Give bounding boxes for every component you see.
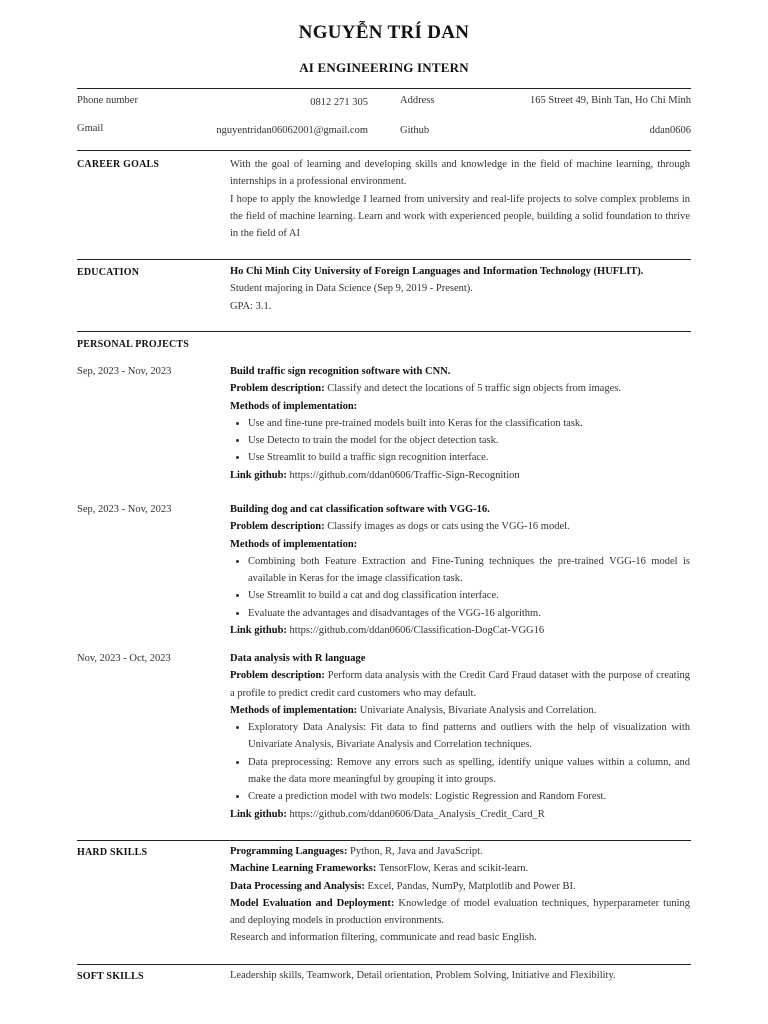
skill-text: Research and information filtering, communicate and read basic English. [230,932,537,944]
project-3 [230,650,690,823]
address-label: Address [400,95,435,106]
projects-title: PERSONAL PROJECTS [77,339,190,350]
skill-label: Model Evaluation and Deployment: [230,897,395,909]
problem-text: Classify images as dogs or cats using the VGG-16 model. [327,521,570,533]
list-item: • Evaluate the advantages and disadvantages of the VGG-16 algorithm. [248,605,690,622]
education-text [230,263,690,315]
skill-text: Excel, Pandas, NumPy, Matplotlib and Power BI. [367,880,576,892]
methods-label: Methods of implementation: [230,400,358,412]
github-label: Github [400,125,430,136]
link-label: Link github: [230,808,287,820]
project-name: Building dog and cat classification software with VGG-16. [230,504,490,515]
education-title: EDUCATION [77,267,140,278]
hard-skills-text [230,843,690,947]
problem-label: Problem description: [230,383,325,395]
problem-label: Problem description: [230,670,325,682]
divider [77,331,691,332]
list-item: • Use Streamlit to build a cat and dog classification interface. [248,587,690,604]
project-name: Data analysis with R language [230,653,366,664]
divider [77,150,691,151]
resume-role: AI ENGINEERING INTERN [299,60,469,75]
project-date: Sep, 2023 - Nov, 2023 [77,504,172,515]
career-goals-text [230,156,690,242]
divider [77,88,691,89]
skill-text: Python, R, Java and JavaScript. [349,846,483,857]
github-link[interactable]: https://github.com/ddan0606/Classification-DogCat-VGG16 [289,625,545,637]
address-value: 165 Street 49, Binh Tan, Ho Chi Minh [530,95,691,106]
phone-value: 0812 271 305 [310,97,368,108]
problem-label: Problem description: [230,521,325,533]
github-link[interactable]: https://github.com/ddan0606/Traffic-Sign-Recognition [289,469,520,481]
list-item: • Combining both Feature Extraction and Fine-Tuning techniques the pre-trained VGG-16 model is available in Keras for the image classification task. [248,553,690,588]
methods-label: Methods of implementation: [230,538,358,550]
project-date: Sep, 2023 - Nov, 2023 [77,366,172,377]
career-paragraph: I hope to apply the knowledge I learned from university and real-life projects to solve complex problems in the field of machine learning. Learn and work with experienced people, building a solid foundation to thrive in the field of AI [230,193,690,240]
problem-text: Perform data analysis with the Credit Card Fraud dataset with the purpose of creating a profile to predict credit card customers who may default. [230,670,690,699]
github-link[interactable]: https://github.com/ddan0606/Data_Analysis_Credit_Card_R [289,808,545,820]
methods-label: Methods of implementation: [230,704,358,716]
phone-label: Phone number [77,95,138,106]
list-item: • Data preprocessing: Remove any errors such as spelling, identify unique values within a column, and make the data more meaningful by grouping it into groups. [248,754,690,789]
skill-text: TensorFlow, Keras and scikit-learn. [378,863,529,875]
soft-skills-text: Leadership skills, Teamwork, Detail orientation, Problem Solving, Initiative and Flexibility. [230,970,616,981]
project-name: Build traffic sign recognition software with CNN. [230,366,451,377]
gpa: GPA: 3.1. [230,300,272,312]
methods-list [230,719,690,805]
methods-list [230,415,690,467]
list-item: • Exploratory Data Analysis: Fit data to find patterns and outliers with the help of visualization with Univariate Analysis, Bivariate Analysis and Correlation techniques. [248,719,690,754]
methods-list [230,553,690,622]
major: Student majoring in Data Science (Sep 9, 2019 - Present). [230,283,473,295]
list-item: • Use Detecto to train the model for the object detection task. [248,432,690,449]
link-label: Link github: [230,469,287,481]
gmail-value[interactable]: nguyentridan06062001@gmail.com [216,125,368,136]
github-value[interactable]: ddan0606 [649,125,691,136]
skill-text: Knowledge of model evaluation techniques, hyperparameter tuning and deploying models in production environments. [230,897,691,927]
resume-name: NGUYỄN TRÍ DAN [298,22,470,43]
link-label: Link github: [230,625,287,637]
divider [77,964,691,965]
project-1 [230,363,690,484]
soft-skills-title: SOFT SKILLS [77,971,144,982]
list-item: • Use Streamlit to build a traffic sign recognition interface. [248,449,690,466]
hard-skills-title: HARD SKILLS [77,847,148,858]
list-item: • Create a prediction model with two models: Logistic Regression and Random Forest. [248,788,690,805]
career-paragraph: With the goal of learning and developing skills and knowledge in the field of machine learning, through internships in a professional environment. [230,159,690,188]
gmail-label: Gmail [77,123,104,134]
divider [77,840,691,841]
list-item: • Use and fine-tune pre-trained models built into Keras for the classification task. [248,415,690,432]
methods-text: Univariate Analysis, Bivariate Analysis and Correlation. [359,704,597,716]
divider [77,259,691,260]
skill-label: Machine Learning Frameworks: [230,863,377,875]
school-name: Ho Chi Minh City University of Foreign Languages and Information Technology (HUFLIT). [230,266,644,277]
skill-label: Data Processing and Analysis: [230,880,365,892]
skill-label: Programming Languages: [230,846,348,857]
problem-text: Classify and detect the locations of 5 traffic sign objects from images. [327,383,621,395]
project-2 [230,501,690,639]
project-date: Nov, 2023 - Oct, 2023 [77,653,171,664]
career-goals-title: CAREER GOALS [77,159,160,170]
